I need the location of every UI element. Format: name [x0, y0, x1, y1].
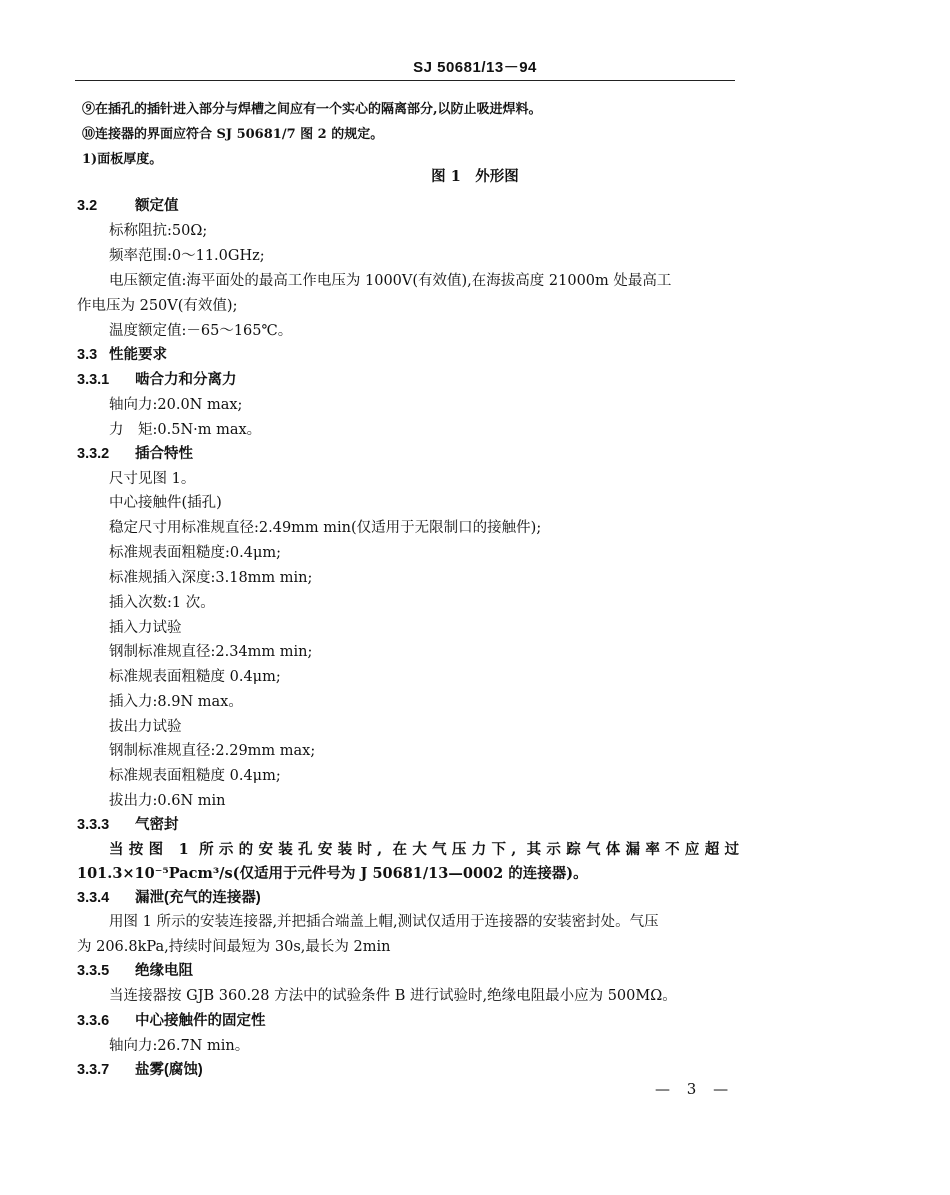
section-title: 额定值: [135, 198, 179, 214]
section-3-3-2-heading: [77, 445, 193, 463]
text-line: 作电压为 250V(有效值);: [77, 298, 238, 314]
section-number: 3.3.1: [77, 372, 110, 388]
text-line: 标准规表面粗糙度 0.4μm;: [109, 768, 281, 784]
section-number: 3.3.4: [77, 890, 110, 906]
section-number: 3.3.7: [77, 1062, 110, 1078]
text-line: 标准规表面粗糙度 0.4μm;: [109, 669, 281, 685]
text-line: 标称阻抗:50Ω;: [109, 223, 208, 239]
section-title: 漏泄(充气的连接器): [135, 890, 261, 906]
note-9: ⑨在插孔的插针进入部分与焊槽之间应有一个实心的隔离部分,以防止吸进焊料。: [82, 102, 542, 117]
text-line: 拔出力:0.6N min: [109, 793, 226, 809]
text-line: 温度额定值:－65～165℃。: [109, 323, 293, 339]
section-title: 插合特性: [135, 446, 193, 462]
section-number: 3.3.6: [77, 1013, 110, 1029]
section-3-2-heading: [77, 197, 179, 215]
section-3-3-5-heading: [77, 962, 193, 980]
section-title: 绝缘电阻: [135, 963, 193, 979]
section-3-3-1-heading: [77, 371, 237, 389]
text-line: 当按图 1 所示的安装孔安装时, 在大气压力下, 其示踪气体漏率不应超过: [109, 841, 739, 858]
text-line: 插入力试验: [109, 620, 182, 636]
figure-caption: 图 1 外形图: [431, 168, 519, 185]
text-line: 101.3×10⁻⁵Pacm³/s(仅适用于元件号为 J 50681/13—0002 的连接器)。: [77, 865, 588, 882]
text-line: 用图 1 所示的安装连接器,并把插合端盖上帽,测试仅适用于连接器的安装密封处。气压: [109, 914, 659, 930]
section-3-3-7-heading: [77, 1061, 203, 1079]
text-line: 当连接器按 GJB 360.28 方法中的试验条件 B 进行试验时,绝缘电阻最小应为 500MΩ。: [109, 988, 677, 1004]
text-line: 标准规插入深度:3.18mm min;: [109, 570, 313, 586]
header-rule: [75, 80, 735, 81]
page-number: — 3 —: [655, 1080, 735, 1098]
section-number: 3.3.3: [77, 817, 110, 833]
text-line: 频率范围:0～11.0GHz;: [109, 248, 265, 264]
text-line: 插入力:8.9N max。: [109, 694, 243, 710]
text-line: 钢制标准规直径:2.34mm min;: [109, 644, 313, 660]
section-title: 啮合力和分离力: [135, 372, 237, 388]
section-title: 盐雾(腐蚀): [135, 1062, 203, 1078]
section-3-3-6-heading: [77, 1012, 266, 1030]
text-line: 稳定尺寸用标准规直径:2.49mm min(仅适用于无限制口的接触件);: [109, 520, 542, 536]
section-number: 3.3.5: [77, 963, 110, 979]
section-title: 性能要求: [109, 347, 167, 363]
text-line: 电压额定值:海平面处的最高工作电压为 1000V(有效值),在海拔高度 21000m 处最高工: [109, 273, 672, 289]
section-number: 3.2: [77, 198, 98, 214]
text-line: 拔出力试验: [109, 719, 182, 735]
section-3-3-4-heading: [77, 889, 261, 907]
section-number: 3.3.2: [77, 446, 110, 462]
text-line: 尺寸见图 1。: [109, 471, 196, 487]
section-title: 气密封: [135, 817, 179, 833]
section-number: 3.3: [77, 347, 98, 363]
text-line: 标准规表面粗糙度:0.4μm;: [109, 545, 282, 561]
text-line: 为 206.8kPa,持续时间最短为 30s,最长为 2min: [77, 939, 391, 955]
section-3-3-heading: [77, 346, 167, 364]
text-line: 钢制标准规直径:2.29mm max;: [109, 743, 316, 759]
section-title: 中心接触件的固定性: [135, 1013, 266, 1029]
text-line: 轴向力:20.0N max;: [109, 397, 243, 413]
note-10: ⑩连接器的界面应符合 SJ 50681/7 图 2 的规定。: [82, 127, 384, 142]
note-1: 1)面板厚度。: [82, 152, 163, 167]
document-code-header: SJ 50681/13－94: [413, 59, 537, 76]
text-line: 力 矩:0.5N·m max。: [109, 422, 262, 438]
section-3-3-3-heading: [77, 816, 179, 834]
text-line: 插入次数:1 次。: [109, 595, 215, 611]
text-line: 轴向力:26.7N min。: [109, 1038, 250, 1054]
text-line: 中心接触件(插孔): [109, 495, 222, 511]
